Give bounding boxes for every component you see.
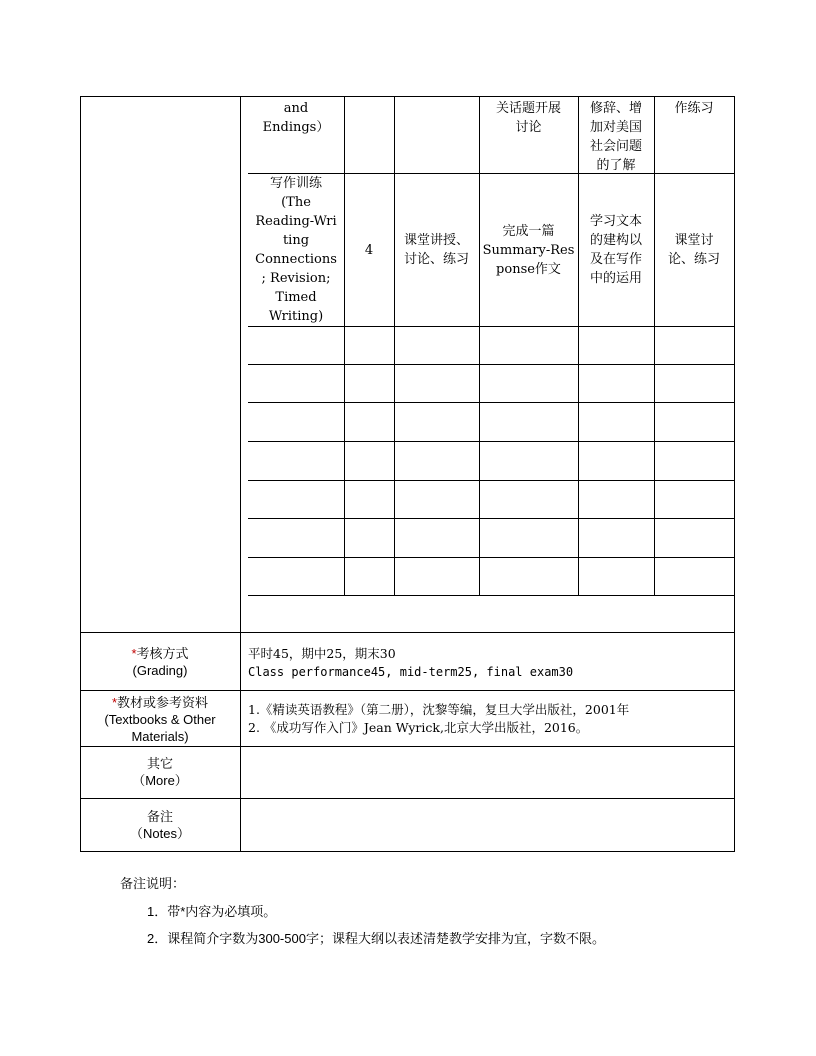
footer-item-1 (147, 901, 276, 920)
textbooks-label (80, 694, 240, 745)
footer-item-2 (147, 928, 605, 947)
objective-cell-continued (578, 97, 654, 175)
footer-item-2-num: 2． (147, 931, 168, 946)
textbooks-label-cn: 教材或参考资料 (117, 695, 209, 710)
textbooks-label-cn-line (80, 694, 240, 711)
footer-item-1-text: 带*内容为必填项。 (167, 904, 277, 919)
content-cell-writing (479, 174, 578, 326)
notes-label-cn: 备注 (146, 809, 173, 824)
required-star: * (131, 646, 137, 661)
grading-value (248, 644, 573, 682)
content-cell-continued (479, 97, 578, 175)
content-text-continued: 关话题开展 讨论 (495, 101, 561, 135)
assessment-cell-continued (654, 97, 734, 175)
topic-cell-continued (248, 97, 344, 175)
assessment-cell-writing (654, 174, 734, 326)
footer-item-2-text: 课程简介字数为300-500字；课程大纲以表述清楚教学安排为宜，字数不限。 (167, 931, 605, 946)
textbook-item-1: 1.《精读英语教程》（第二册），沈黎等编，复旦大学出版社，2001年 (248, 702, 630, 717)
hours-text-writing: 4 (364, 242, 374, 258)
method-text-writing: 课堂讲授、 讨论、练习 (403, 233, 469, 267)
more-label (80, 755, 240, 789)
hours-cell-writing (344, 174, 394, 326)
grading-label (80, 645, 240, 679)
topic-text-continued: and Endings） (262, 101, 330, 135)
footer-title: 备注说明： (120, 876, 186, 891)
grading-line-2: Class performance45, mid-term25, final exam30 (248, 665, 574, 679)
grading-label-en: (Grading) (132, 663, 188, 678)
method-cell-writing (394, 174, 479, 326)
objective-text-writing: 学习文本 的建构以 及在写作 中的运用 (589, 214, 642, 286)
textbooks-value (248, 701, 629, 737)
grading-label-cn: 考核方式 (136, 646, 189, 661)
notes-label (80, 808, 240, 842)
objective-text-continued: 修辞、增 加对美国 社会问题 的了解 (589, 101, 642, 173)
more-label-cn: 其它 (146, 756, 173, 771)
required-star: * (111, 695, 118, 710)
assessment-text-writing: 课堂讨 论、练习 (667, 233, 720, 267)
grading-line-1: 平时45，期中25，期末30 (248, 646, 396, 661)
grading-label-cn-line (80, 645, 240, 662)
assessment-text-continued: 作练习 (674, 101, 714, 116)
notes-label-en: （Notes） (130, 826, 190, 841)
content-text-writing: 完成一篇 Summary-Res ponse作文 (482, 223, 575, 277)
footer-item-1-num: 1． (147, 904, 168, 919)
more-label-en: （More） (132, 773, 188, 788)
textbook-item-2: 2. 《成功写作入门》Jean Wyrick,北京大学出版社，2016。 (248, 720, 589, 735)
objective-cell-writing (578, 174, 654, 326)
textbooks-label-en: (Textbooks & Other Materials) (104, 712, 216, 744)
topic-cell-writing (248, 174, 344, 326)
topic-text-writing: 写作训练 (The Reading-Wri ting Connections ; Revision; Timed Writing) (255, 176, 337, 324)
